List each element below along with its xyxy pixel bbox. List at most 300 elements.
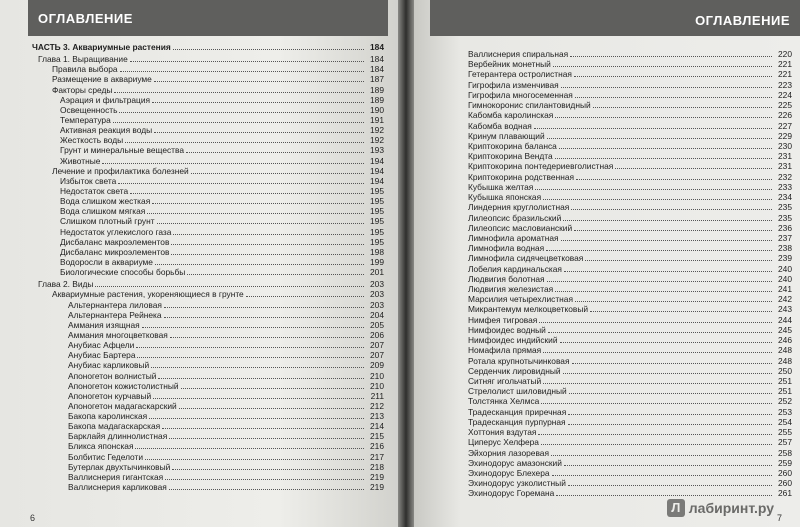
toc-entry-title: Лилеопсис масловианский xyxy=(468,222,573,233)
toc-dot-leader xyxy=(546,250,772,251)
toc-entry xyxy=(32,42,384,52)
toc-entry-page: 226 xyxy=(778,110,792,121)
toc-entry-title: Кубышка желтая xyxy=(468,181,534,192)
toc-entry-title: Кабомба каролинская xyxy=(468,110,554,121)
toc-entry-title: Бликса японская xyxy=(68,441,134,452)
toc-entry-title: Нимфоидес водный xyxy=(468,324,546,335)
toc-entry-page: 210 xyxy=(370,370,384,381)
toc-entry-title: Барклайя длиннолистная xyxy=(68,431,168,442)
toc-entry-page: 195 xyxy=(370,216,384,227)
left-table-of-contents xyxy=(32,42,384,492)
toc-entry-title: Избыток света xyxy=(60,175,117,186)
toc-dot-leader xyxy=(118,183,364,184)
toc-entry xyxy=(438,59,792,69)
toc-entry-page: 215 xyxy=(370,431,384,442)
toc-dot-leader xyxy=(187,274,364,275)
toc-entry-title: Кринум плавающий xyxy=(468,130,545,141)
toc-dot-leader xyxy=(547,138,772,139)
toc-entry-page: 259 xyxy=(778,457,792,468)
right-header-bar xyxy=(430,0,800,36)
toc-entry-page: 245 xyxy=(778,324,792,335)
toc-dot-leader xyxy=(113,122,364,123)
toc-entry-title: Бутерлак двухтычинковый xyxy=(68,461,171,472)
toc-entry-page: 216 xyxy=(370,441,384,452)
toc-dot-leader xyxy=(147,213,364,214)
toc-entry-page: 257 xyxy=(778,437,792,448)
toc-entry xyxy=(438,407,792,417)
toc-entry xyxy=(438,488,792,498)
labirint-logo-text: лабиринт.ру xyxy=(688,500,774,516)
toc-dot-leader xyxy=(125,142,364,143)
toc-entry xyxy=(32,85,384,95)
toc-entry-title: Эхинодорус узколистный xyxy=(468,478,566,489)
toc-dot-leader xyxy=(538,434,772,435)
left-header-title: ОГЛАВЛЕНИЕ xyxy=(38,11,133,26)
toc-dot-leader xyxy=(575,301,772,302)
toc-entry-page: 194 xyxy=(370,155,384,166)
toc-entry-page: 231 xyxy=(778,151,792,162)
toc-entry xyxy=(438,478,792,488)
toc-entry xyxy=(438,49,792,59)
toc-entry xyxy=(32,74,384,84)
toc-entry-page: 187 xyxy=(370,74,384,85)
toc-entry-page: 251 xyxy=(778,386,792,397)
toc-dot-leader xyxy=(169,489,364,490)
toc-entry-title: Аквариумные растения, укореняющиеся в грунте xyxy=(52,289,244,300)
toc-entry-page: 241 xyxy=(778,284,792,295)
toc-entry-page: 184 xyxy=(370,42,384,52)
toc-dot-leader xyxy=(575,97,772,98)
toc-entry xyxy=(32,482,384,492)
toc-entry-title: Стрелолист шиловидный xyxy=(468,386,567,397)
toc-entry-title: Лимнофила сидячецветковая xyxy=(468,253,584,264)
toc-entry-page: 251 xyxy=(778,376,792,386)
toc-entry-title: Толстянка Хелмса xyxy=(468,396,540,407)
toc-entry xyxy=(32,64,384,74)
toc-entry-title: Факторы среды xyxy=(52,84,113,95)
toc-entry-page: 199 xyxy=(370,256,384,267)
toc-entry-title: Вербейник монетный xyxy=(468,59,551,70)
toc-entry xyxy=(438,202,792,212)
toc-dot-leader xyxy=(173,49,364,50)
toc-entry xyxy=(438,376,792,386)
toc-dot-leader xyxy=(120,71,364,72)
toc-entry xyxy=(32,381,384,391)
toc-entry-title: Анубиас карликовый xyxy=(68,360,150,371)
toc-dot-leader xyxy=(114,92,364,93)
toc-entry-title: Валлиснерия спиральная xyxy=(468,49,569,59)
toc-entry-title: Водоросли в аквариуме xyxy=(60,256,153,267)
toc-entry-title: Дисбаланс микроэлементов xyxy=(60,246,170,257)
toc-entry-page: 198 xyxy=(370,246,384,257)
toc-entry-page: 214 xyxy=(370,421,384,432)
toc-entry-title: Недостаток света xyxy=(60,185,129,196)
toc-dot-leader xyxy=(151,367,364,368)
toc-entry-title: Эхинодорус амазонский xyxy=(468,457,562,468)
toc-entry-page: 191 xyxy=(370,114,384,125)
toc-dot-leader xyxy=(563,220,772,221)
toc-dot-leader xyxy=(555,158,772,159)
toc-entry-page: 234 xyxy=(778,192,792,203)
toc-dot-leader xyxy=(130,61,364,62)
toc-entry-page: 246 xyxy=(778,335,792,346)
toc-entry-title: Хоттония вздутая xyxy=(468,427,537,438)
toc-entry xyxy=(438,304,792,314)
toc-entry xyxy=(32,166,384,176)
toc-entry-page: 193 xyxy=(370,145,384,156)
toc-entry-title: Циперус Хелфера xyxy=(468,437,539,448)
toc-entry xyxy=(438,396,792,406)
toc-entry xyxy=(32,421,384,431)
toc-entry xyxy=(438,121,792,131)
toc-entry-page: 236 xyxy=(778,222,792,233)
toc-entry-page: 261 xyxy=(778,488,792,499)
toc-entry-title: Анубиас Афцели xyxy=(68,340,135,351)
toc-dot-leader xyxy=(152,102,364,103)
toc-dot-leader xyxy=(563,373,772,374)
toc-entry-title: Биологические способы борьбы xyxy=(60,267,186,278)
toc-dot-leader xyxy=(102,163,364,164)
toc-entry-title: Слишком плотный грунт xyxy=(60,216,155,227)
toc-entry xyxy=(32,196,384,206)
toc-dot-leader xyxy=(119,112,364,113)
toc-dot-leader xyxy=(543,352,772,353)
toc-entry-title: Линдерния круглолистная xyxy=(468,202,570,213)
left-page-number: 6 xyxy=(30,513,36,523)
toc-entry-title: Лилеопсис бразильский xyxy=(468,212,562,223)
toc-entry-page: 221 xyxy=(778,69,792,80)
toc-entry-title: Номафила прямая xyxy=(468,345,542,356)
toc-entry-page: 260 xyxy=(778,467,792,478)
toc-entry-title: Дисбаланс макроэлементов xyxy=(60,236,170,247)
toc-entry xyxy=(32,145,384,155)
left-page xyxy=(0,0,398,527)
toc-entry xyxy=(32,206,384,216)
toc-entry-title: Болбитис Геделоти xyxy=(68,451,144,462)
toc-dot-leader xyxy=(556,495,772,496)
toc-entry-page: 243 xyxy=(778,304,792,315)
toc-entry-page: 220 xyxy=(778,49,792,59)
toc-entry xyxy=(32,330,384,340)
toc-dot-leader xyxy=(191,173,364,174)
toc-entry-title: Эйхорния лазоревая xyxy=(468,447,549,458)
toc-entry-page: 203 xyxy=(370,279,384,290)
toc-entry-title: Гимнокоронис спилантовидный xyxy=(468,100,591,111)
toc-entry-page: 240 xyxy=(778,273,792,284)
toc-dot-leader xyxy=(170,337,364,338)
toc-entry xyxy=(438,386,792,396)
toc-entry xyxy=(32,289,384,299)
toc-dot-leader xyxy=(548,332,772,333)
toc-entry xyxy=(32,350,384,360)
toc-entry-title: Криптокорина баланса xyxy=(468,140,557,151)
toc-entry xyxy=(438,417,792,427)
toc-entry-title: Вода слишком жесткая xyxy=(60,196,151,207)
toc-dot-leader xyxy=(158,378,364,379)
toc-entry-page: 225 xyxy=(778,100,792,111)
toc-entry-page: 207 xyxy=(370,350,384,361)
toc-dot-leader xyxy=(543,199,772,200)
toc-entry xyxy=(32,279,384,289)
toc-entry xyxy=(32,95,384,105)
toc-entry-page: 229 xyxy=(778,130,792,141)
toc-entry-title: Вода слишком мягкая xyxy=(60,206,146,217)
toc-entry-page: 221 xyxy=(778,59,792,70)
toc-entry xyxy=(32,216,384,226)
toc-entry xyxy=(32,227,384,237)
toc-entry-page: 206 xyxy=(370,329,384,340)
toc-entry xyxy=(32,300,384,310)
toc-entry-page: 209 xyxy=(370,360,384,371)
toc-entry xyxy=(438,345,792,355)
toc-entry-title: Гигрофила изменчивая xyxy=(468,79,559,90)
toc-entry-page: 189 xyxy=(370,94,384,105)
right-page-number: 7 xyxy=(776,513,782,523)
toc-entry xyxy=(438,213,792,223)
toc-dot-leader xyxy=(171,254,364,255)
toc-entry-page: 240 xyxy=(778,263,792,274)
toc-entry-title: Бакопа каролинская xyxy=(68,411,148,422)
toc-entry xyxy=(438,141,792,151)
toc-entry-page: 184 xyxy=(370,64,384,75)
toc-entry-page: 252 xyxy=(778,396,792,407)
toc-entry-title: Кубышка японская xyxy=(468,192,542,203)
toc-dot-leader xyxy=(95,286,364,287)
toc-entry xyxy=(32,257,384,267)
toc-dot-leader xyxy=(153,398,364,399)
toc-entry xyxy=(32,267,384,277)
toc-entry xyxy=(438,243,792,253)
toc-entry-title: Аммания многоцветковая xyxy=(68,329,168,340)
toc-entry-page: 201 xyxy=(370,267,384,278)
toc-entry-page: 253 xyxy=(778,406,792,417)
toc-entry-page: 242 xyxy=(778,294,792,305)
toc-entry-title: Криптокорина родственная xyxy=(468,171,575,182)
toc-entry xyxy=(438,182,792,192)
toc-entry xyxy=(438,192,792,202)
toc-dot-leader xyxy=(555,117,772,118)
toc-entry-title: Лимнофила водная xyxy=(468,243,545,254)
toc-entry xyxy=(32,411,384,421)
toc-dot-leader xyxy=(574,76,772,77)
toc-dot-leader xyxy=(169,438,364,439)
toc-entry-title: Освещенность xyxy=(60,104,118,115)
toc-entry-title: ЧАСТЬ 3. Аквариумные растения xyxy=(32,42,171,52)
toc-dot-leader xyxy=(552,475,772,476)
toc-entry xyxy=(32,431,384,441)
toc-entry-page: 218 xyxy=(370,461,384,472)
toc-entry xyxy=(438,294,792,304)
toc-dot-leader xyxy=(246,296,364,297)
toc-dot-leader xyxy=(564,271,772,272)
toc-entry-title: Правила выбора xyxy=(52,64,118,75)
toc-entry-page: 212 xyxy=(370,400,384,411)
toc-entry xyxy=(32,472,384,482)
toc-entry-title: Традесканция приречная xyxy=(468,406,567,417)
toc-entry-title: Людвигия болотная xyxy=(468,273,545,284)
toc-entry-title: Альтернантера Рейнека xyxy=(68,309,162,320)
toc-entry-title: Эхинодорус Блехера xyxy=(468,467,550,478)
toc-entry-title: Размещение в аквариуме xyxy=(52,74,152,85)
toc-entry-title: Животные xyxy=(60,155,101,166)
toc-entry xyxy=(438,468,792,478)
toc-entry xyxy=(438,448,792,458)
toc-entry xyxy=(438,233,792,243)
toc-entry xyxy=(32,237,384,247)
left-header-bar xyxy=(28,0,388,36)
toc-entry-title: Лобелия кардинальская xyxy=(468,263,562,274)
toc-dot-leader xyxy=(543,383,772,384)
toc-dot-leader xyxy=(534,128,772,129)
toc-entry-page: 195 xyxy=(370,236,384,247)
toc-entry-page: 213 xyxy=(370,411,384,422)
toc-entry xyxy=(32,105,384,115)
toc-entry xyxy=(32,441,384,451)
toc-entry-page: 194 xyxy=(370,175,384,186)
toc-entry-page: 254 xyxy=(778,416,792,427)
toc-entry-page: 219 xyxy=(370,482,384,493)
toc-entry-page: 189 xyxy=(370,84,384,95)
toc-entry xyxy=(438,427,792,437)
toc-entry-title: Ситняг игольчатый xyxy=(468,376,542,386)
toc-entry-page: 195 xyxy=(370,185,384,196)
toc-dot-leader xyxy=(165,479,364,480)
toc-dot-leader xyxy=(164,317,364,318)
toc-entry-page: 190 xyxy=(370,104,384,115)
toc-entry-title: Глава 1. Выращивание xyxy=(38,54,128,65)
toc-entry xyxy=(32,247,384,257)
toc-entry-page: 235 xyxy=(778,202,792,213)
labirint-logo xyxy=(667,499,774,517)
toc-entry xyxy=(438,335,792,345)
toc-entry xyxy=(32,320,384,330)
toc-dot-leader xyxy=(593,107,772,108)
toc-entry xyxy=(32,156,384,166)
toc-entry-page: 235 xyxy=(778,212,792,223)
toc-entry xyxy=(438,315,792,325)
toc-dot-leader xyxy=(154,132,364,133)
toc-dot-leader xyxy=(171,244,364,245)
toc-entry-page: 205 xyxy=(370,319,384,330)
toc-entry-page: 210 xyxy=(370,380,384,391)
toc-entry xyxy=(438,223,792,233)
toc-entry-title: Людвигия железистая xyxy=(468,284,554,295)
toc-entry xyxy=(438,325,792,335)
toc-entry xyxy=(32,310,384,320)
toc-entry-title: Недостаток углекислого газа xyxy=(60,226,172,237)
toc-entry-page: 192 xyxy=(370,125,384,136)
toc-entry-title: Гетерантера остролистная xyxy=(468,69,572,80)
toc-entry-page: 192 xyxy=(370,135,384,146)
toc-entry-title: Традесканция пурпурная xyxy=(468,416,566,427)
toc-dot-leader xyxy=(590,311,772,312)
toc-entry xyxy=(438,110,792,120)
toc-entry-title: Ротала крупнотычинковая xyxy=(468,355,570,366)
toc-dot-leader xyxy=(541,403,772,404)
toc-entry xyxy=(32,391,384,401)
book-gutter xyxy=(398,0,414,527)
toc-entry xyxy=(438,80,792,90)
labirint-logo-badge: Л xyxy=(667,499,685,517)
toc-dot-leader xyxy=(162,428,364,429)
toc-entry-title: Грунт и минеральные вещества xyxy=(60,145,185,156)
toc-entry xyxy=(438,458,792,468)
toc-dot-leader xyxy=(555,291,772,292)
toc-dot-leader xyxy=(571,209,772,210)
right-page xyxy=(414,0,800,527)
toc-entry xyxy=(438,253,792,263)
toc-dot-leader xyxy=(564,465,772,466)
toc-dot-leader xyxy=(551,455,772,456)
toc-dot-leader xyxy=(560,342,772,343)
toc-entry-page: 258 xyxy=(778,447,792,458)
toc-entry-page: 184 xyxy=(370,54,384,65)
right-table-of-contents xyxy=(438,49,792,499)
toc-entry xyxy=(32,135,384,145)
toc-entry-page: 248 xyxy=(778,345,792,356)
toc-dot-leader xyxy=(179,408,364,409)
toc-entry-title: Лимнофила ароматная xyxy=(468,232,559,243)
toc-entry-page: 233 xyxy=(778,181,792,192)
toc-dot-leader xyxy=(152,203,364,204)
toc-entry xyxy=(32,125,384,135)
toc-entry-title: Нимфоидес индийский xyxy=(468,335,558,346)
toc-dot-leader xyxy=(541,444,772,445)
toc-entry-title: Апоногетон курчавый xyxy=(68,390,152,401)
toc-entry xyxy=(438,437,792,447)
toc-entry xyxy=(438,131,792,141)
toc-entry-page: 195 xyxy=(370,226,384,237)
toc-entry xyxy=(438,366,792,376)
toc-entry xyxy=(438,264,792,274)
toc-entry xyxy=(32,452,384,462)
toc-entry xyxy=(438,284,792,294)
toc-entry-title: Температура xyxy=(60,114,111,125)
toc-entry-title: Криптокорина понтедериевголистная xyxy=(468,161,614,172)
toc-entry-page: 219 xyxy=(370,471,384,482)
toc-entry-title: Кабомба водная xyxy=(468,120,532,131)
toc-dot-leader xyxy=(186,152,364,153)
toc-dot-leader xyxy=(568,414,772,415)
toc-entry-page: 238 xyxy=(778,243,792,254)
toc-entry-page: 227 xyxy=(778,120,792,131)
toc-entry xyxy=(32,115,384,125)
toc-entry xyxy=(438,356,792,366)
toc-dot-leader xyxy=(164,307,364,308)
toc-entry-page: 195 xyxy=(370,206,384,217)
toc-dot-leader xyxy=(547,281,772,282)
toc-entry-page: 211 xyxy=(370,390,384,401)
toc-dot-leader xyxy=(569,393,772,394)
toc-dot-leader xyxy=(539,322,772,323)
toc-dot-leader xyxy=(553,66,772,67)
toc-entry xyxy=(438,69,792,79)
toc-entry-page: 203 xyxy=(370,299,384,310)
toc-entry xyxy=(32,176,384,186)
toc-entry xyxy=(32,186,384,196)
toc-entry-page: 195 xyxy=(370,196,384,207)
toc-dot-leader xyxy=(136,347,364,348)
toc-entry xyxy=(438,274,792,284)
toc-dot-leader xyxy=(137,357,364,358)
toc-entry-title: Жесткость воды xyxy=(60,135,124,146)
toc-entry xyxy=(32,371,384,381)
toc-entry-page: 250 xyxy=(778,365,792,376)
toc-entry-title: Серденчик лировидный xyxy=(468,365,561,376)
toc-dot-leader xyxy=(568,485,772,486)
toc-dot-leader xyxy=(561,87,772,88)
toc-entry-title: Аэрация и фильтрация xyxy=(60,94,151,105)
